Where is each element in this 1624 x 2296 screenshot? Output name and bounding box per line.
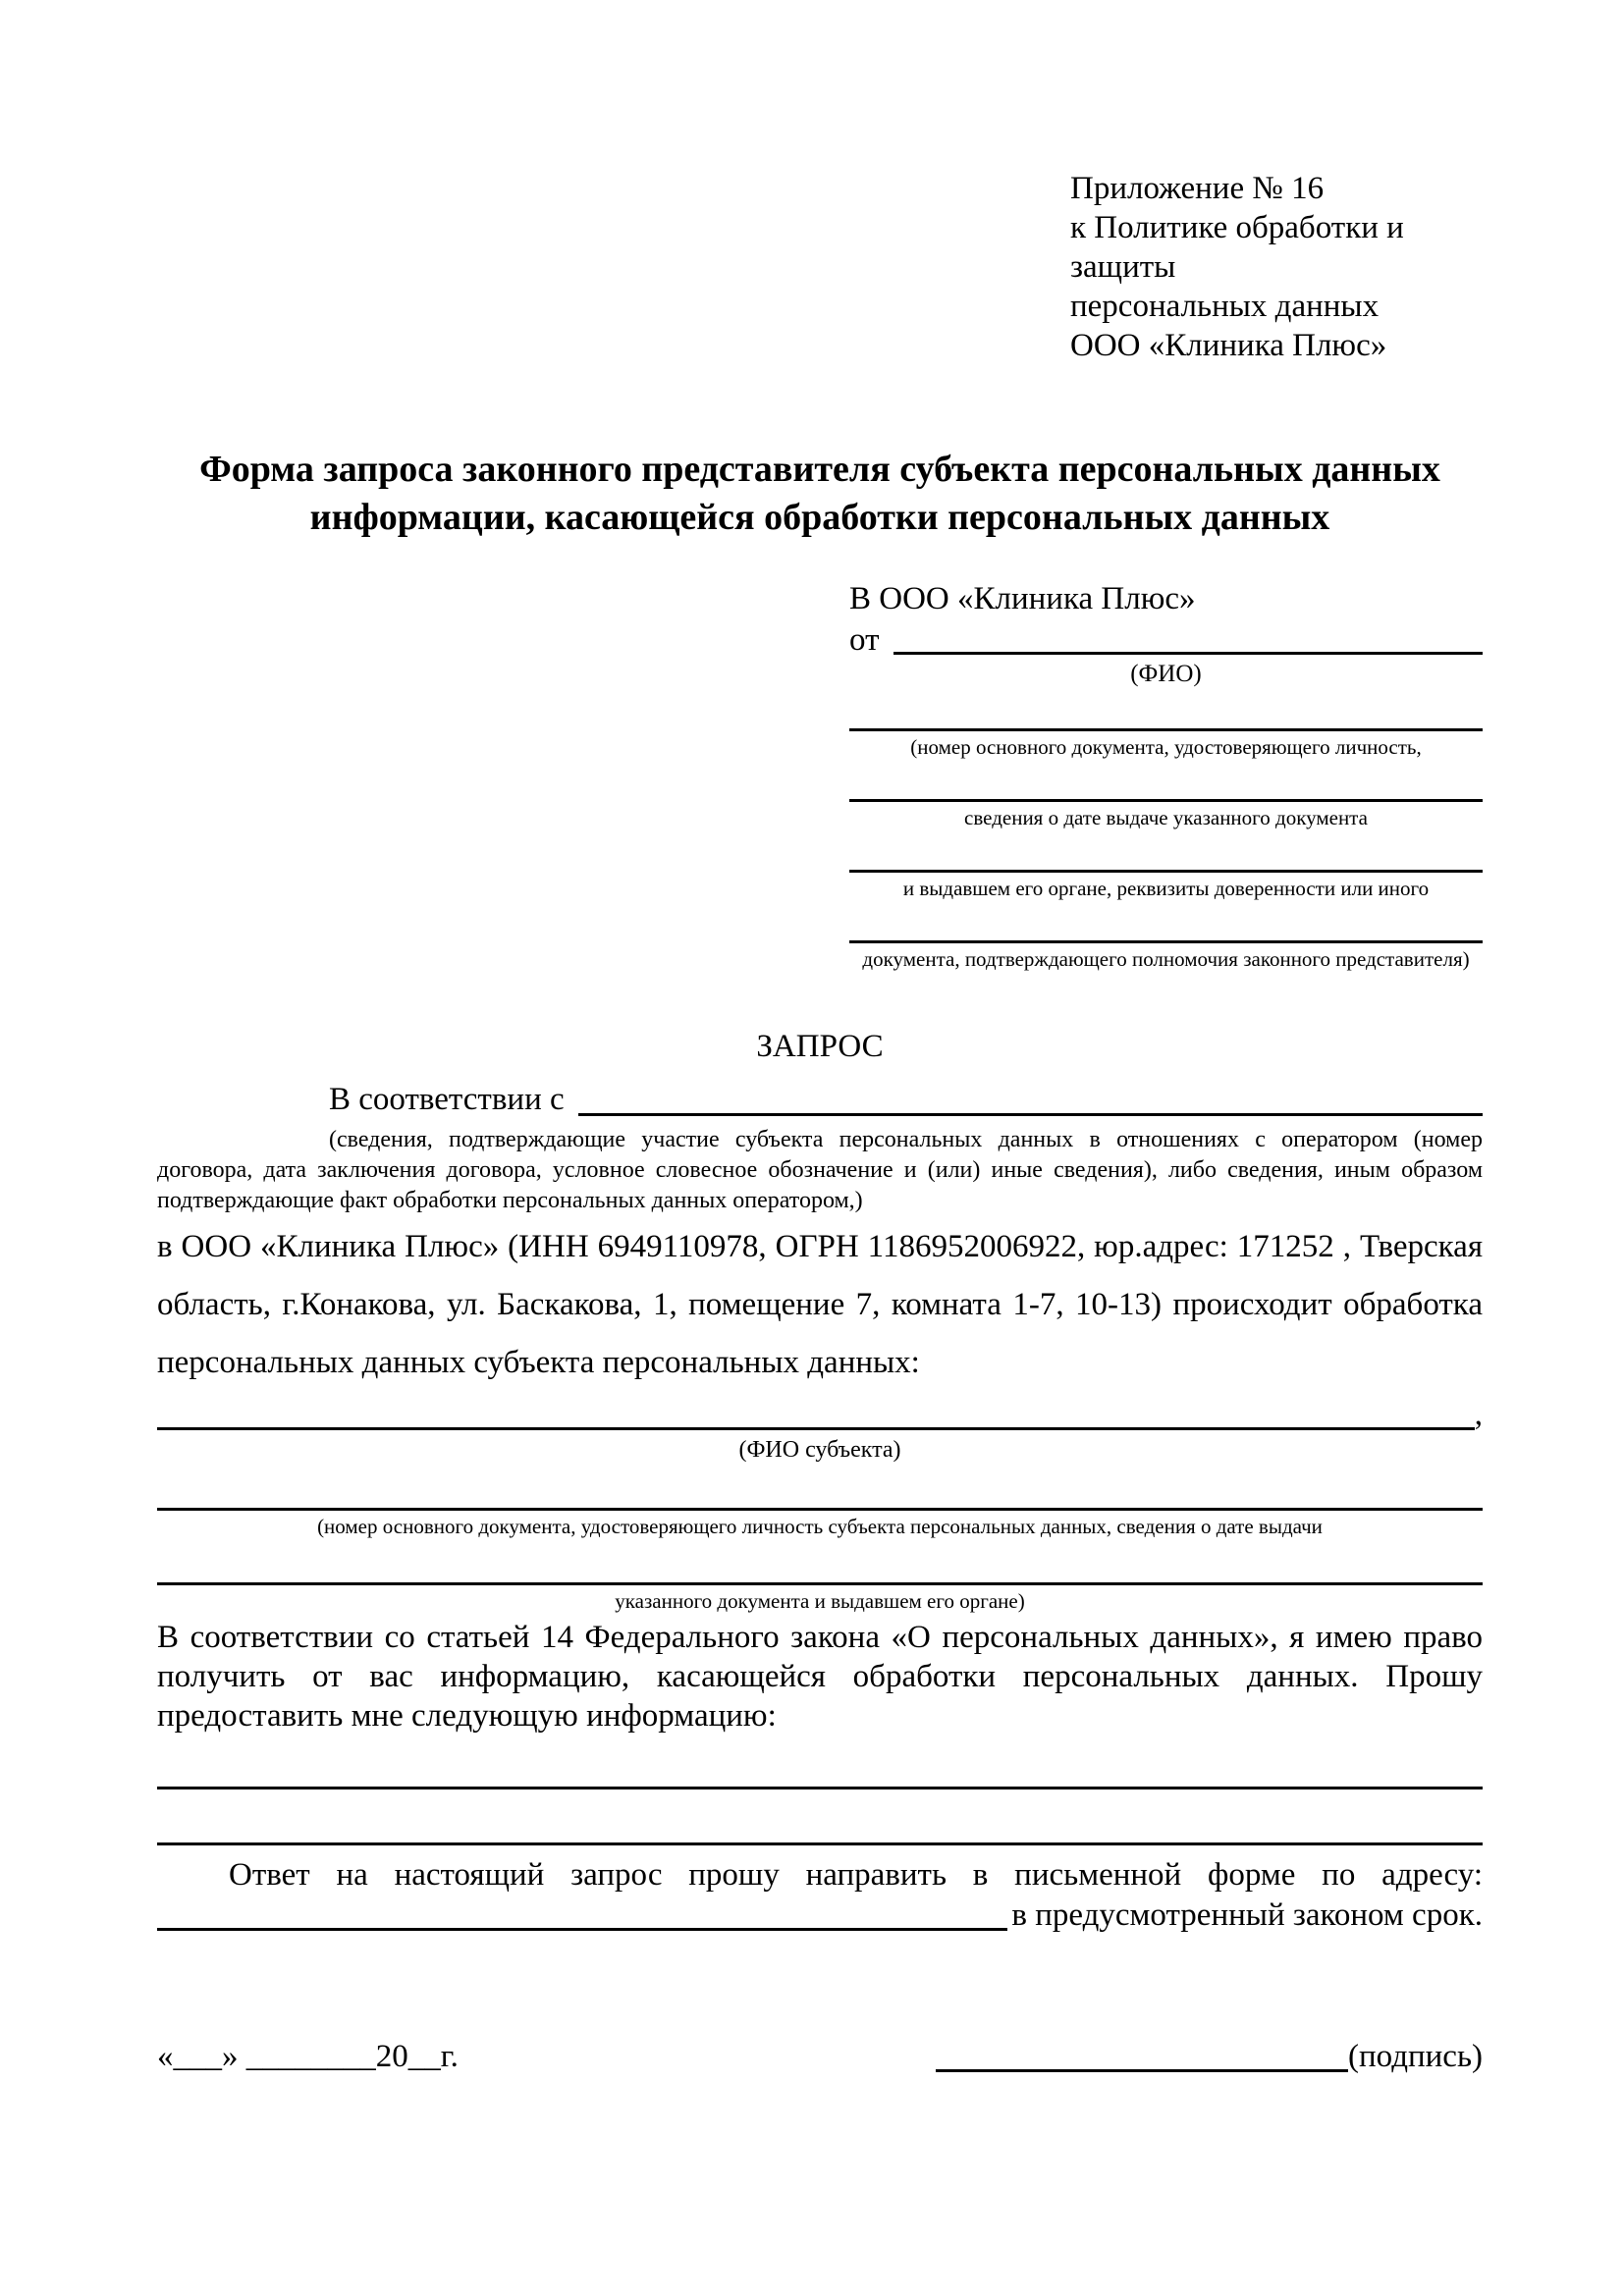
- subject-fio-caption: (ФИО субъекта): [738, 1437, 901, 1463]
- appendix-line-4: ООО «Клиника Плюс»: [1070, 328, 1387, 363]
- accordance-line: [157, 1078, 1483, 1121]
- form-title-line-1: Форма запроса законного представителя субъекта персональных данных: [199, 449, 1440, 490]
- info-blank-line-2: [157, 1789, 1483, 1845]
- appendix-line-3: персональных данных: [1070, 289, 1380, 324]
- doc-blank-line-1: [849, 703, 1483, 731]
- doc-caption-2: сведения о дате выдаче указанного документа: [964, 806, 1368, 829]
- date-blank: «___» ________20__г.: [157, 2039, 459, 2074]
- response-suffix: в предусмотренный законом срок.: [1011, 1897, 1483, 1933]
- accordance-blank-line: [578, 1078, 1483, 1116]
- footer-row: [157, 2036, 1483, 2077]
- operator-paragraph: в ООО «Клиника Плюс» (ИНН 6949110978, ОГРН 1186952006922, юр.адрес: 171252 , Тверская область, г.Конакова, ул. Баскакова, 1, помещение 7, комната 1-7, 10-13) происходит обработка персональных данных субъекта персональных данных:: [157, 1229, 1483, 1380]
- subject-doc-caption-1: (номер основного документа, удостоверяющего личность субъекта персональных данных, сведения о дате выдачи: [317, 1515, 1323, 1538]
- address-blank-line: [157, 1895, 1007, 1931]
- signature-block: [936, 2036, 1483, 2077]
- appendix-header: [1070, 169, 1483, 365]
- form-title-line-2: информации, касающейся обработки персональных данных: [309, 497, 1330, 538]
- doc-field-group-1: [849, 703, 1483, 760]
- doc-field-group-2: [849, 774, 1483, 830]
- subject-doc-blank-line-1: [157, 1478, 1483, 1511]
- doc-blank-line-2: [849, 774, 1483, 802]
- subject-doc-group-1: [157, 1478, 1483, 1539]
- from-line: [849, 620, 1483, 660]
- subject-doc-group-2: [157, 1553, 1483, 1614]
- response-address-line: [157, 1895, 1483, 1936]
- trailing-comma: ,: [1474, 1397, 1483, 1432]
- form-title: [157, 446, 1483, 542]
- doc-field-group-3: [849, 844, 1483, 901]
- fio-caption: (ФИО): [1130, 661, 1202, 687]
- law-paragraph: В соответствии со статьей 14 Федерального закона «О персональных данных», я имею право получить от вас информацию, касающейся обработки персональных данных. Прошу предоставить мне следующую информацию:: [157, 1620, 1483, 1734]
- request-heading: ЗАПРОС: [756, 1029, 884, 1064]
- appendix-line-2: к Политике обработки и защиты: [1070, 210, 1404, 285]
- addressee-block: [849, 577, 1483, 972]
- response-paragraph: Ответ на настоящий запрос прошу направить в письменной форме по адресу:: [229, 1857, 1483, 1893]
- addressee-to: В ООО «Клиника Плюс»: [849, 581, 1196, 616]
- subject-fio-line: [157, 1394, 1483, 1435]
- subject-fio-blank-line: [157, 1394, 1475, 1430]
- doc-field-group-4: [849, 915, 1483, 972]
- paragraph-indent: [157, 1078, 329, 1121]
- subject-doc-blank-line-2: [157, 1553, 1483, 1585]
- signature-caption: (подпись): [1348, 2039, 1483, 2074]
- doc-caption-4: документа, подтверждающего полномочия законного представителя): [862, 947, 1470, 971]
- info-blank-line-1: [157, 1735, 1483, 1789]
- doc-blank-line-3: [849, 844, 1483, 873]
- from-label: от: [849, 622, 888, 658]
- signature-blank-line: [936, 2036, 1348, 2072]
- appendix-line-1: Приложение № 16: [1070, 171, 1325, 206]
- doc-blank-line-4: [849, 915, 1483, 943]
- subject-doc-caption-2: указанного документа и выдавшем его органе): [615, 1589, 1025, 1613]
- doc-caption-1: (номер основного документа, удостоверяющего личность,: [910, 735, 1422, 759]
- doc-caption-3: и выдавшем его органе, реквизиты доверенности или иного: [902, 877, 1430, 900]
- fio-blank-line: [893, 620, 1483, 655]
- accordance-label: В соответствии с: [329, 1082, 572, 1117]
- accordance-caption: (сведения, подтверждающие участие субъекта персональных данных в отношениях с оператором (номер договора, дата заключения договора, условное словесное обозначение и (или) иные сведения), либо сведения, иным образом подтверждающие факт обработки персональных данных оператором,): [157, 1127, 1483, 1213]
